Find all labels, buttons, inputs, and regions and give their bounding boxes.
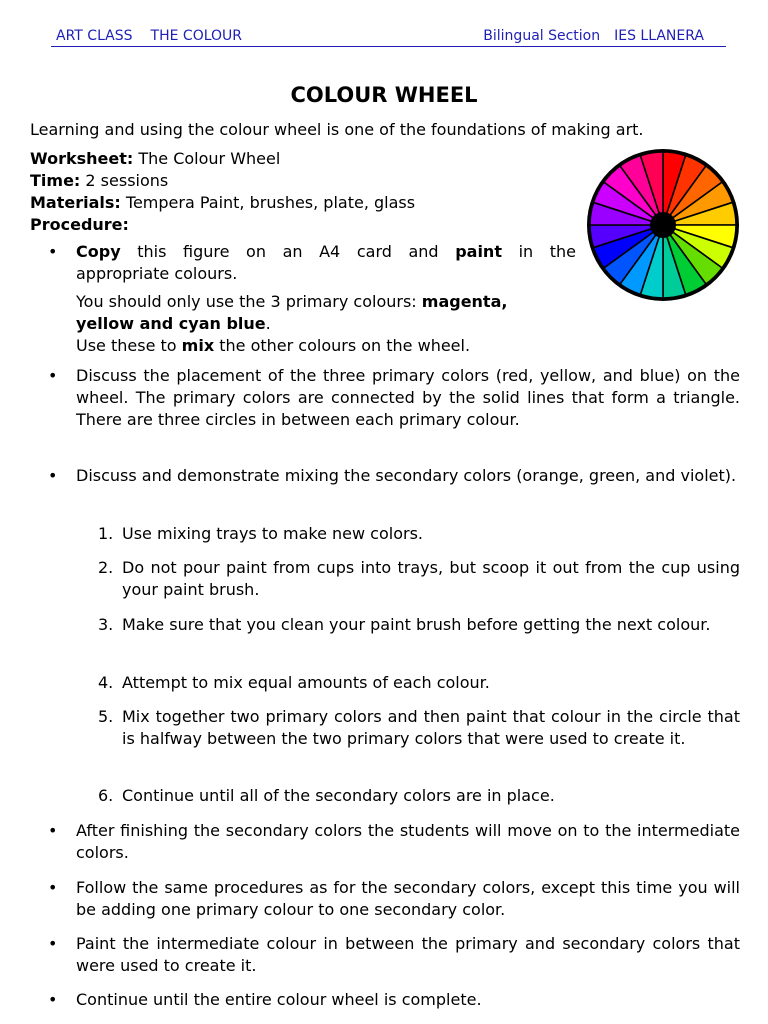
copy-line1-end: in the xyxy=(501,242,577,261)
time-row xyxy=(30,170,415,192)
copy-line1-text: this figure on an A4 card and xyxy=(120,242,456,261)
time-label: Time: xyxy=(30,171,81,190)
primary-magenta: magenta, xyxy=(421,292,508,311)
step-text: Make sure that you clean your paint brush before getting the next colour. xyxy=(122,615,711,634)
step-text: Do not pour paint from cups into trays, but scoop it out from the cup using your paint brush. xyxy=(122,558,740,599)
materials-value: Tempera Paint, brushes, plate, glass xyxy=(120,193,416,212)
intro-text: Learning and using the colour wheel is one of the foundations of making art. xyxy=(30,120,644,139)
paint-word: paint xyxy=(455,242,502,261)
step-text: Continue until all of the secondary colors are in place. xyxy=(122,786,555,805)
primary-yellow-cyan: yellow and cyan blue xyxy=(76,314,266,333)
bullet-glyph: • xyxy=(48,821,58,840)
header-school: IES LLANERA xyxy=(614,28,704,44)
bullet-glyph: • xyxy=(48,934,58,953)
header-left xyxy=(56,28,242,44)
step-text: Mix together two primary colors and then paint that colour in the circle that is halfway between the two primary colors that were used to create it. xyxy=(122,707,740,748)
bullet-continue-text: Continue until the entire colour wheel is complete. xyxy=(76,990,482,1009)
bullet-paint-intermediate-text: Paint the intermediate colour in between the primary and secondary colors that were used to create it. xyxy=(76,934,740,975)
step-text: Attempt to mix equal amounts of each colour. xyxy=(122,673,490,692)
bullet-glyph: • xyxy=(48,466,58,485)
copy-word: Copy xyxy=(76,242,121,261)
bullet-copy-line1 xyxy=(76,241,576,263)
page-title: COLOUR WHEEL xyxy=(290,83,478,107)
bullet-intermediate-intro-text: After finishing the secondary colors the students will move on to the intermediate colors. xyxy=(76,821,740,862)
primary-note-end: . xyxy=(265,314,271,333)
bullet-copy-text xyxy=(76,241,576,357)
colour-wheel-hub xyxy=(650,212,676,238)
mix-note xyxy=(76,335,576,357)
page-header xyxy=(51,28,726,47)
step-text: Use mixing trays to make new colors. xyxy=(122,524,423,543)
mix-word: mix xyxy=(181,336,215,355)
header-art-class: ART CLASS xyxy=(56,28,133,44)
bullet-glyph: • xyxy=(48,242,58,261)
mix-note-end: the other colours on the wheel. xyxy=(214,336,471,355)
bullet-copy-line2: appropriate colours. xyxy=(76,264,238,283)
step-number: 3. xyxy=(98,615,114,634)
materials-label: Materials: xyxy=(30,193,121,212)
bullet-discuss-mixing-text: Discuss and demonstrate mixing the secondary colors (orange, green, and violet). xyxy=(76,466,737,485)
step-number: 4. xyxy=(98,673,114,692)
mix-note-text: Use these to xyxy=(76,336,182,355)
worksheet-value: The Colour Wheel xyxy=(133,149,281,168)
materials-row xyxy=(30,192,415,214)
procedure-row xyxy=(30,214,415,236)
step-number: 1. xyxy=(98,524,114,543)
step-number: 2. xyxy=(98,558,114,577)
worksheet-meta xyxy=(30,148,415,236)
time-value: 2 sessions xyxy=(80,171,169,190)
bullet-glyph: • xyxy=(48,366,58,385)
header-right xyxy=(483,28,704,44)
step-number: 6. xyxy=(98,786,114,805)
primary-note-text: You should only use the 3 primary colours: xyxy=(76,292,422,311)
worksheet-label: Worksheet: xyxy=(30,149,134,168)
step-number: 5. xyxy=(98,707,114,726)
bullet-glyph: • xyxy=(48,878,58,897)
procedure-label: Procedure: xyxy=(30,215,129,234)
header-bilingual-section: Bilingual Section xyxy=(483,28,601,44)
bullet-discuss-placement-text: Discuss the placement of the three primary colors (red, yellow, and blue) on the wheel. The primary colors are connected by the solid lines that form a triangle. There are three circles in between each primary colour. xyxy=(76,366,740,429)
header-the-colour: THE COLOUR xyxy=(150,28,243,44)
worksheet-row xyxy=(30,148,415,170)
bullet-follow-procedures-text: Follow the same procedures as for the secondary colors, except this time you will be adding one primary colour to one secondary color. xyxy=(76,878,740,919)
bullet-copy xyxy=(48,241,740,355)
bullet-glyph: • xyxy=(48,990,58,1009)
primary-colours-note xyxy=(76,291,576,335)
